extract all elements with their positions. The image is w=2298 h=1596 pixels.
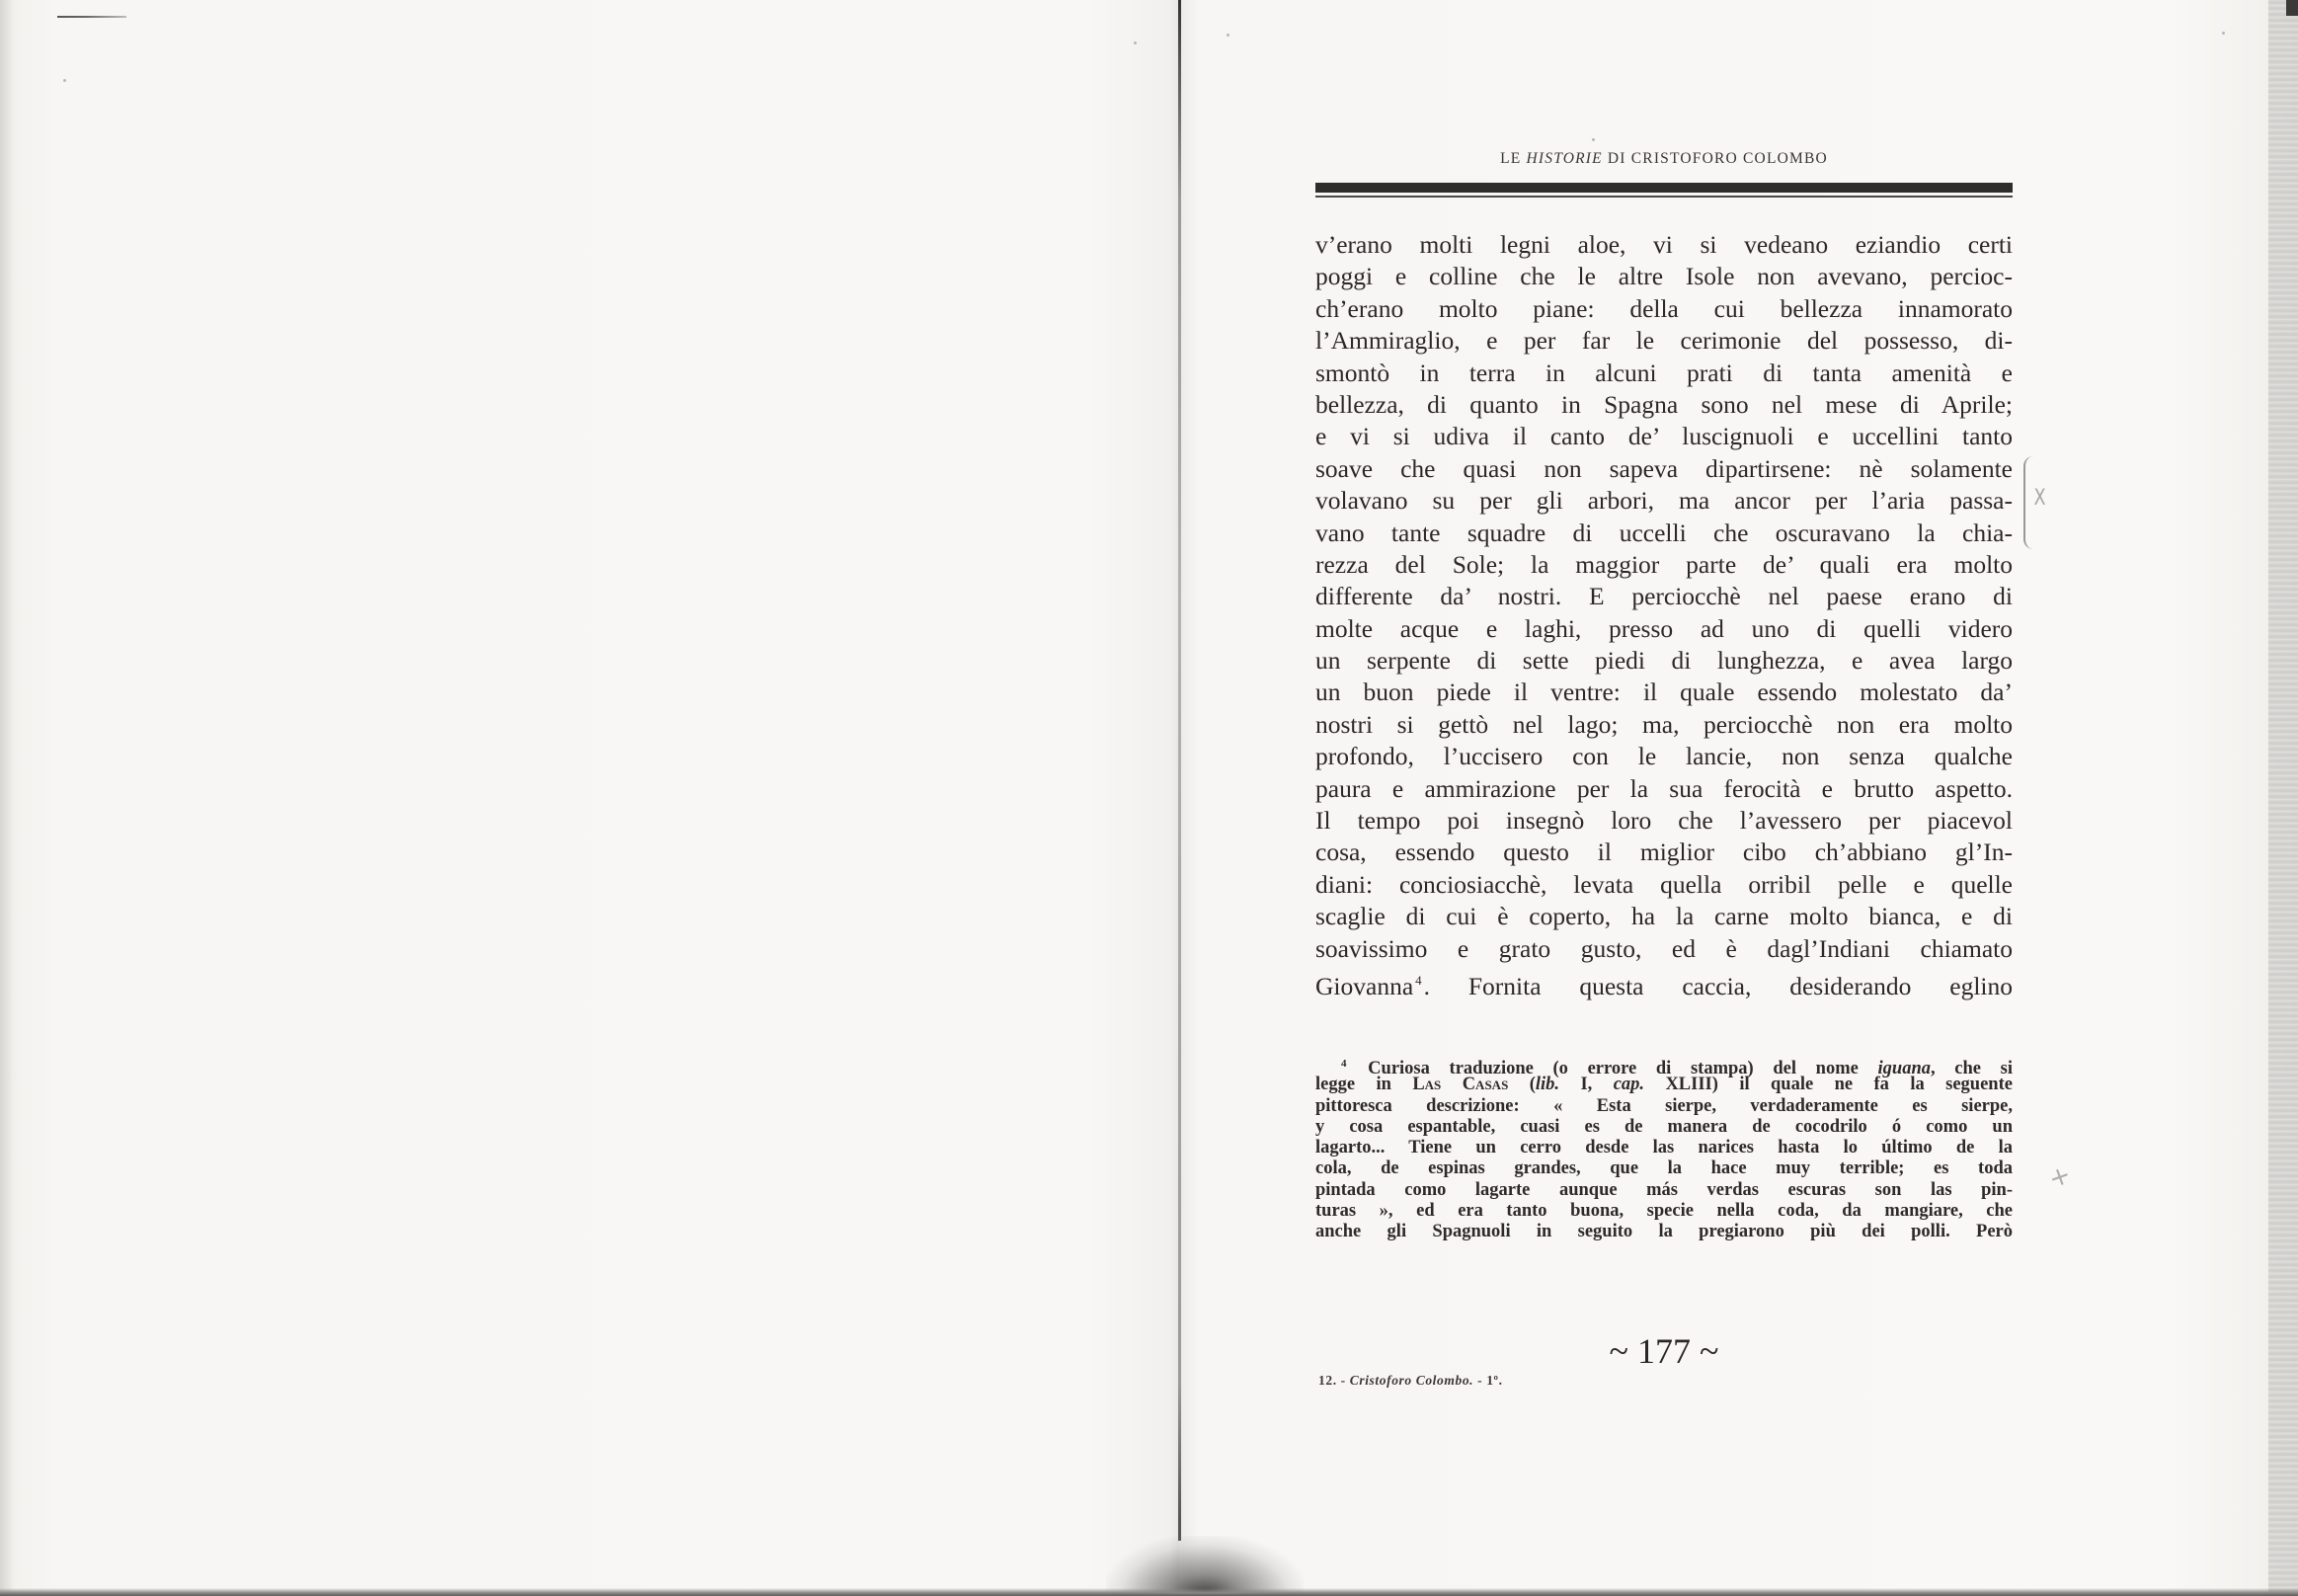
- footnote-line: [1315, 1075, 2013, 1095]
- paper-speck: [2222, 32, 2225, 35]
- body-line: scaglie di cui è coperto, ha la carne molto bianca, e di: [1315, 902, 2013, 931]
- running-head-suffix: DI CRISTOFORO COLOMBO: [1602, 150, 1828, 167]
- body-line: v’erano molti legni aloe, vi si vedeano eziandio certi: [1315, 230, 2013, 259]
- body-line: e vi si udiva il canto de’ luscignuoli e uccellini tanto: [1315, 422, 2013, 451]
- footnote-text: legge in: [1315, 1075, 1413, 1095]
- footnote-author-name: Las Casas: [1412, 1075, 1509, 1095]
- signature-title: Cristoforo Colombo.: [1349, 1373, 1474, 1388]
- footnote-line: cola, de espinas grandes, que la hace muy terrible; es toda: [1315, 1158, 2013, 1179]
- body-line: vano tante squadre di uccelli che oscuravano la chia-: [1315, 518, 2013, 547]
- paper-speck: [1592, 138, 1595, 141]
- footnote-line: [1315, 1054, 2013, 1078]
- footnote-line: anche gli Spagnuoli in seguito la pregiarono più dei polli. Però: [1315, 1222, 2013, 1242]
- body-line: diani: conciosiacchè, levata quella orribil pelle e quelle: [1315, 869, 2013, 899]
- body-text-fragment: . Fornita questa caccia, desiderando eglino: [1423, 971, 2013, 1000]
- scan-mark: [57, 16, 126, 18]
- left-page-edge: [0, 0, 12, 1596]
- book-gutter: [1178, 0, 1181, 1541]
- header-rule-thick: [1315, 183, 2013, 193]
- footnote-line: pintada como lagarte aunque más verdas escuras son las pin-: [1315, 1179, 2013, 1200]
- footnote: [1315, 1054, 2013, 1243]
- pencil-cross-annotation: +: [2044, 1159, 2076, 1195]
- footnote-italic-abbrev: lib.: [1535, 1075, 1560, 1095]
- body-line: differente da’ nostri. E perciocchè nel paese erano di: [1315, 582, 2013, 611]
- body-line: un serpente di sette piedi di lunghezza, e avea largo: [1315, 646, 2013, 676]
- footnote-italic-term: iguana: [1877, 1059, 1931, 1078]
- paper-speck: [63, 79, 66, 82]
- footnote-italic-abbrev: cap.: [1613, 1075, 1645, 1095]
- right-corner-shadow: [2286, 0, 2298, 16]
- body-line: ch’erano molto piane: della cui bellezza innamorato: [1315, 293, 2013, 323]
- footnote-text: , che si: [1930, 1059, 2013, 1078]
- body-line: soave che quasi non sapeva dipartirsene: nè solamente: [1315, 453, 2013, 483]
- right-page-edge: [2268, 0, 2298, 1596]
- body-line: molte acque e laghi, presso ad uno di quelli videro: [1315, 613, 2013, 643]
- running-head-italic: HISTORIE: [1526, 150, 1603, 167]
- bottom-page-edge: [0, 1588, 2298, 1596]
- footnote-reference[interactable]: 4: [1415, 972, 1422, 988]
- footnote-line: pittoresca descrizione: « Esta sierpe, verdaderamente es sierpe,: [1315, 1095, 2013, 1116]
- page-number: ~ 177 ~: [1609, 1331, 1719, 1371]
- paper-speck: [1134, 41, 1137, 44]
- gutter-shadow: [1106, 1536, 1304, 1595]
- body-line: soavissimo e grato gusto, ed è dagl’Indiani chiamato: [1315, 933, 2013, 963]
- pencil-x-annotation: X: [2033, 486, 2046, 511]
- body-line: bellezza, di quanto in Spagna sono nel mese di Aprile;: [1315, 389, 2013, 419]
- body-line: un buon piede il ventre: il quale essendo molestato da’: [1315, 678, 2013, 707]
- body-line-last: [1315, 965, 2013, 1000]
- body-line: cosa, essendo questo il miglior cibo ch’abbiano gl’In-: [1315, 838, 2013, 867]
- header-rule-thin: [1315, 196, 2013, 198]
- footnote-line: turas », ed era tanto buona, specie nella coda, da mangiare, che: [1315, 1201, 2013, 1222]
- body-line: l’Ammiraglio, e per far le cerimonie del possesso, di-: [1315, 326, 2013, 356]
- body-line: Il tempo poi insegnò loro che l’avessero per piacevol: [1315, 806, 2013, 836]
- signature-suffix: - 1º.: [1473, 1373, 1503, 1388]
- footnote-text: I,: [1559, 1075, 1614, 1095]
- body-line: poggi e colline che le altre Isole non avevano, percioc-: [1315, 262, 2013, 291]
- footnote-text: Curiosa traduzione (o errore di stampa) del nome: [1348, 1059, 1878, 1078]
- body-line: volavano su per gli arbori, ma ancor per l’aria passa-: [1315, 486, 2013, 516]
- footnote-text: XLIII) il quale ne fa la seguente: [1644, 1075, 2013, 1095]
- footnote-line: y cosa espantable, cuasi es de manera de cocodrilo ó como un: [1315, 1116, 2013, 1137]
- body-line: profondo, l’uccisero con le lancie, non senza qualche: [1315, 742, 2013, 771]
- body-text-fragment: Giovanna: [1315, 971, 1414, 1000]
- body-line: smontò in terra in alcuni prati di tanta amenità e: [1315, 358, 2013, 387]
- footnote-marker: 4: [1341, 1058, 1347, 1070]
- body-line: nostri si gettò nel lago; ma, perciocchè non era molto: [1315, 709, 2013, 739]
- paper-speck: [1227, 34, 1229, 37]
- running-head-prefix: LE: [1500, 150, 1527, 167]
- body-text: [1315, 229, 2013, 1000]
- running-head: [1315, 150, 2013, 168]
- footnote-text: (: [1508, 1075, 1536, 1095]
- body-line: rezza del Sole; la maggior parte de’ quali era molto: [1315, 549, 2013, 579]
- printer-signature: [1318, 1373, 1503, 1389]
- signature-number: 12. -: [1318, 1373, 1350, 1388]
- body-line: paura e ammirazione per la sua ferocità e brutto aspetto.: [1315, 773, 2013, 803]
- footnote-line: lagarto... Tiene un cerro desde las narices hasta lo último de la: [1315, 1138, 2013, 1158]
